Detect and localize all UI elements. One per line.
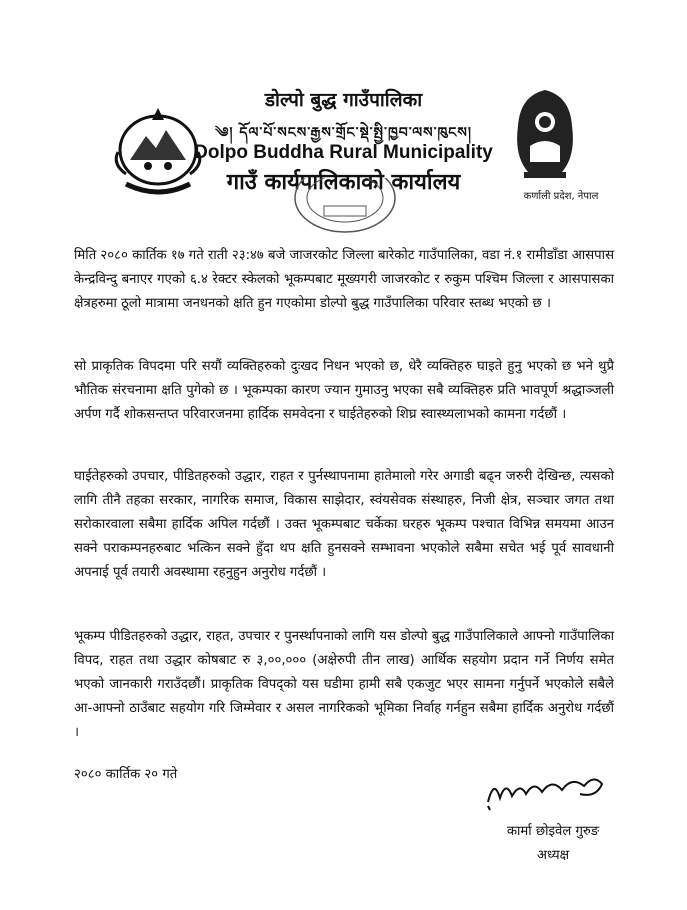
buddha-emblem-icon [510, 86, 580, 186]
letterhead [0, 0, 687, 240]
signer-name: कार्मा छोइवेल गुरुङ [506, 824, 600, 839]
municipality-title-tibetan: ༄། དོལ་པོ་སངས་རྒྱས་གྲོང་སྡེ་སྤྱི་ཁྱབ་ལས་ཁུངས། [215, 125, 472, 141]
municipality-title-nepali: डोल्पो बुद्ध गाउँपालिका [264, 89, 423, 111]
office-title: गाउँ कार्यपालिकाको कार्यालय [226, 170, 461, 195]
office-stamp-icon [290, 178, 400, 240]
paragraph-earthquake-report: मिति २०८० कार्तिक १७ गते राती २३:४७ बजे जाजरकोट जिल्ला बारेकोट गाउँपालिका, वडा नं.१ रामीडाँडा आसपास केन्द्रविन्दु बनाएर गएको ६.४ रेक्टर स्केलको भूकम्पबाट मूख्यगरी जाजरकोट र रुकुम पश्चिम जिल्ला र आसपासका क्षेत्रहरुमा ठूलो मात्रामा जनधनको क्षति हुन गएकोमा डोल्पो बुद्ध गाउँपालिका परिवार स्तब्ध भएको छ । [74, 248, 614, 311]
paragraph-condolence: सो प्राकृतिक विपदमा परि सयौं व्यक्तिहरुको दुःखद निधन भएको छ, धेरै व्यक्तिहरु घाइते हुनु भएको छ भने थुप्रै भौतिक संरचनामा क्षति पुगेको छ । भूकम्पका कारण ज्यान गुमाउनु भएका सबै व्यक्तिहरु प्रति भावपूर्ण श्रद्धाञ्जली अर्पण गर्दै शोकसन्तप्त परिवारजनमा हार्दिक समवेदना र घाईतेहरुको शिघ्र स्वास्थ्यलाभको कामना गर्दछौं । [74, 359, 614, 422]
letter-date: २०८० कार्तिक २० गते [74, 767, 178, 782]
paragraph-appeal: घाईतेहरुको उपचार, पीडितहरुको उद्धार, राहत र पुर्नस्थापनामा हातेमालो गरेर अगाडी बढ्न जरुरी देखिन्छ, त्यसको लागि तीनै तहका सरकार, नागरिक समाज, विकास साझेदार, स्वंयसेवक संस्थाहरु, निजी क्षेत्र, सञ्चार जगत तथा सरोकारवाला सबैमा हार्दिक अपिल गर्दछौं । उक्त भूकम्पबाट चर्केका घरहरु भूकम्प पश्चात विभिन्न समयमा आउन सक्ने पराकम्पनहरुबाट भत्किन सक्ने हुँदा थप क्षति हुनसक्ने सम्भावना भएकोले सबैमा सचेत भई पूर्व सावधानी अपनाई पूर्व तयारी अवस्थामा रहनुहुन अनुरोध गर्दछौं । [74, 469, 614, 580]
municipality-title-english: Dolpo Buddha Rural Municipality [194, 142, 493, 163]
signature-icon [480, 768, 610, 814]
paragraph-relief-decision: भूकम्प पीडितहरुको उद्धार, राहत, उपचार र पुनर्स्थापनाको लागि यस डोल्पो बुद्ध गाउँपालिकाले आफ्नो गाउँपालिका विपद, राहत तथा उद्धार कोषबाट रु ३,००,००० (अक्षेरुपी तीन लाख) आर्थिक सहयोग प्रदान गर्ने निर्णय समेत भएको जानकारी गराउँदछौं। प्राकृतिक विपद्को यस घडीमा हामी सबै एकजुट भएर सामना गर्नुपर्ने भएकोले सबैले आ-आफ्नो ठाउँबाट सहयोग गरि जिम्मेवार र असल नागरिकको भूमिका निर्वाह गर्नहुन सबैमा हार्दिक अनुरोध गर्दछौं । [74, 629, 614, 740]
province-label: कर्णाली प्रदेश, नेपाल [523, 191, 599, 202]
signer-block [478, 820, 628, 868]
signer-title: अध्यक्ष [536, 848, 570, 863]
